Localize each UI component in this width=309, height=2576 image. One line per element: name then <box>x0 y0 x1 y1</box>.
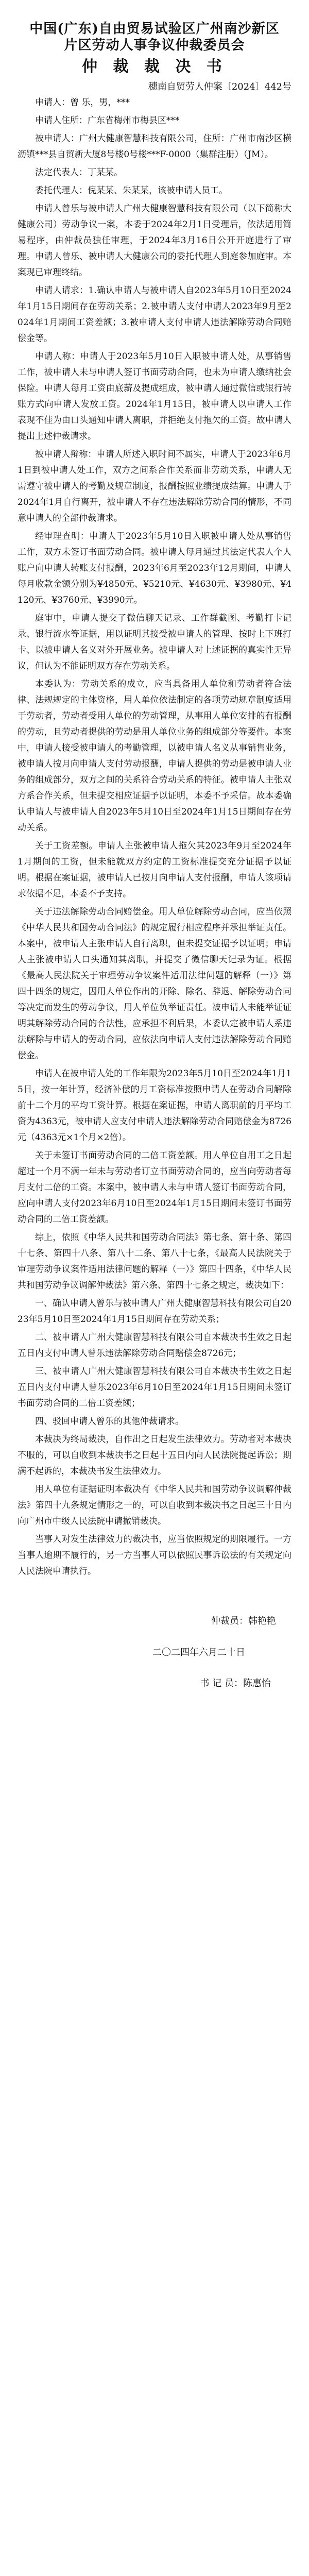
issuer-name-line1: 中国(广东)自由贸易试验区广州南沙新区 <box>29 21 280 37</box>
arbitrator-signature: 仲裁员：韩艳艳 <box>211 1616 276 1626</box>
body-paragraph: 当事人对发生法律效力的裁决书，应当依照规定的期限履行。一方当事人逾期不履行的，另一方当事人可以依照民事诉讼法的有关规定向人民法院申请执行。 <box>18 1534 291 1577</box>
body-paragraph: 本委认为：劳动关系的成立，应当具备用人单位和劳动者符合法律、法规规定的主体资格，用人单位依法制定的各项劳动规章制度适用于劳动者，劳动者受用人单位的劳动管理，从事用人单位安排的有报酬的劳动，且劳动者提供的劳动是用人单位业务的组成部分等要件。本案中，申请人接受被申请人的考勤管理，以被申请人名义从事销售业务，被申请人按月向申请人支付劳动报酬，申请人提供的劳动是被申请人业务的组成部分，双方之间的关系符合劳动关系的特征。被申请人主张双方系合作关系，但未提交相应证据予以证明，本委不予采信。故本委确认申请人与被申请人自2023年5月10日至2024年1月15日期间存在劳动关系。 <box>18 679 291 833</box>
document-body <box>18 95 291 1580</box>
body-paragraph: 经审理查明：申请人于2023年5月10日入职被申请人处从事销售工作，双方未签订书面劳动合同。被申请人每月通过其法定代表人个人账户向申请人转账支付报酬，2023年6月至2023年12月期间，申请人每月收款金额分别为¥4850元、¥5210元、¥4630元、¥3980元、¥4120元、¥3760元、¥3990元。 <box>18 531 291 605</box>
body-paragraph: 庭审中，申请人提交了微信聊天记录、工作群截图、考勤打卡记录、银行流水等证据，用以证明其接受被申请人的管理、按时上下班打卡、以被申请人名义对外开展业务。被申请人对上述证据的真实性无异议，但认为不能证明双方存在劳动关系。 <box>18 613 291 671</box>
body-paragraph: 综上，依照《中华人民共和国劳动合同法》第七条、第十条、第四十七条、第四十八条、第八十二条、第八十七条，《最高人民法院关于审理劳动争议案件适用法律问题的解释（一）》第四十四条，《中华人民共和国劳动争议调解仲裁法》第六条、第四十七条之规定，裁决如下： <box>18 1232 291 1291</box>
body-paragraph: 本裁决为终局裁决，自作出之日起发生法律效力。劳动者对本裁决不服的，可以自收到本裁决书之日起十五日内向人民法院提起诉讼；期满不起诉的，本裁决书发生法律效力。 <box>18 1434 291 1477</box>
issuer-name-line2: 片区劳动人事争议仲裁委员会 <box>64 38 245 53</box>
body-paragraph: 用人单位有证据证明本裁决有《中华人民共和国劳动争议调解仲裁法》第四十九条规定情形之一的，可以自收到本裁决书之日起三十日内向广州市中级人民法院申请撤销裁决。 <box>18 1484 291 1527</box>
body-paragraph: 申请人请求：1.确认申请人与被申请人自2023年5月10日至2024年1月15日期间存在劳动关系；2.被申请人支付申请人2023年9月至2024年1月期间工资差额；3.被申请人支付申请人违法解除劳动合同赔偿金等。 <box>18 285 291 344</box>
body-paragraph: 关于违法解除劳动合同赔偿金。用人单位解除劳动合同，应当依照《中华人民共和国劳动合同法》的规定履行相应程序并承担举证责任。本案中，被申请人主张申请人自行离职，但未提交证据予以证明；申请人主张被申请人口头通知其离职，并提交了微信聊天记录为证。根据《最高人民法院关于审理劳动争议案件适用法律问题的解释（一）》第四十四条的规定，因用人单位作出的开除、除名、辞退、解除劳动合同等决定而发生的劳动争议，用人单位负举证责任。被申请人未能举证证明其解除劳动合同的合法性，应承担不利后果，本委认定被申请人系违法解除与申请人的劳动合同，应依法向申请人支付违法解除劳动合同赔偿金。 <box>18 907 291 1061</box>
issue-date: 二〇二四年六月二十日 <box>152 1647 245 1658</box>
body-paragraph: 委托代理人：倪某某、朱某某，该被申请人员工。 <box>35 185 228 196</box>
body-paragraph: 法定代表人：丁某某。 <box>35 167 123 178</box>
document-number: 穗南自贸劳人仲案〔2024〕442号 <box>148 81 291 92</box>
ruling-item: 二、被申请人广州大健康智慧科技有限公司自本裁决书生效之日起五日内支付申请人曾乐违法解除劳动合同赔偿金8726元； <box>18 1332 291 1359</box>
body-paragraph: 申请人在被申请人处的工作年限为2023年5月10日至2024年1月15日，按一年计算，经济补偿的月工资标准按照申请人在劳动合同解除前十二个月的平均工资计算。根据在案证据，申请人离职前的月平均工资为4363元，被申请人应支付申请人违法解除劳动合同赔偿金为8726元（4363元×1个月×2倍）。 <box>18 1069 291 1143</box>
body-paragraph: 申请人：曾 乐，男，*** <box>35 97 130 108</box>
document-title: 仲 裁 裁 决 书 <box>82 58 227 76</box>
ruling-item: 四、驳回申请人曾乐的其他仲裁请求。 <box>35 1416 184 1427</box>
body-paragraph: 被申请人辩称：申请人所述入职时间不属实，申请人于2023年6月1日到被申请人处工作，双方之间系合作关系而非劳动关系，申请人无需遵守被申请人的考勤及规章制度，报酬按照业绩提成结算。申请人于2024年1月自行离开，被申请人不存在违法解除劳动合同的情形，不同意申请人的全部仲裁请求。 <box>18 449 291 523</box>
body-paragraph: 申请人住所：广东省梅州市梅县区*** <box>35 115 180 126</box>
body-paragraph: 关于工资差额。申请人主张被申请人拖欠其2023年9月至2024年1月期间的工资，但未能就双方约定的工资标准提交充分证据予以证明。根据在案证据，被申请人已按月向申请人支付报酬，申请人该项请求依据不足，本委不予支持。 <box>18 841 291 899</box>
ruling-item: 三、被申请人广州大健康智慧科技有限公司自本裁决书生效之日起五日内支付申请人曾乐2023年6月10日至2024年1月15日期间未签订书面劳动合同的二倍工资差额； <box>18 1366 291 1409</box>
body-paragraph: 申请人称：申请人于2023年5月10日入职被申请人处，从事销售工作，被申请人未与申请人签订书面劳动合同，也未为申请人缴纳社会保险。申请人每月工资由底薪及提成组成，被申请人通过微信或银行转账方式向申请人发放工资。2024年1月15日，被申请人以申请人工作表现不佳为由口头通知申请人离职，并拒绝支付拖欠的工资。故申请人提出上述仲裁请求。 <box>18 351 291 442</box>
body-paragraph: 关于未签订书面劳动合同的二倍工资差额。用人单位自用工之日起超过一个月不满一年未与劳动者订立书面劳动合同的，应当向劳动者每月支付二倍的工资。本案中，被申请人未与申请人签订书面劳动合同，应向申请人支付2023年6月10日至2024年1月15日期间未签订书面劳动合同的二倍工资差额。 <box>18 1150 291 1225</box>
body-paragraph: 被申请人：广州大健康智慧科技有限公司，住所：广州市南沙区横沥镇***县自贸新大厦8号楼0号楼***F-0000（集群注册）（JM）。 <box>18 133 291 160</box>
ruling-item: 一、确认申请人曾乐与被申请人广州大健康智慧科技有限公司自2023年5月10日至2024年1月15日期间存在劳动关系； <box>18 1298 291 1325</box>
clerk-signature: 书 记 员：陈惠怡 <box>200 1678 271 1689</box>
body-paragraph: 申请人曾乐与被申请人广州大健康智慧科技有限公司（以下简称大健康公司）劳动争议一案，本委于2024年2月1日受理后，依法适用简易程序，由仲裁员独任审理，于2024年3月16日公开开庭进行了审理。申请人曾乐、被申请人大健康公司的委托代理人到庭参加庭审。本案现已审理终结。 <box>18 204 291 278</box>
